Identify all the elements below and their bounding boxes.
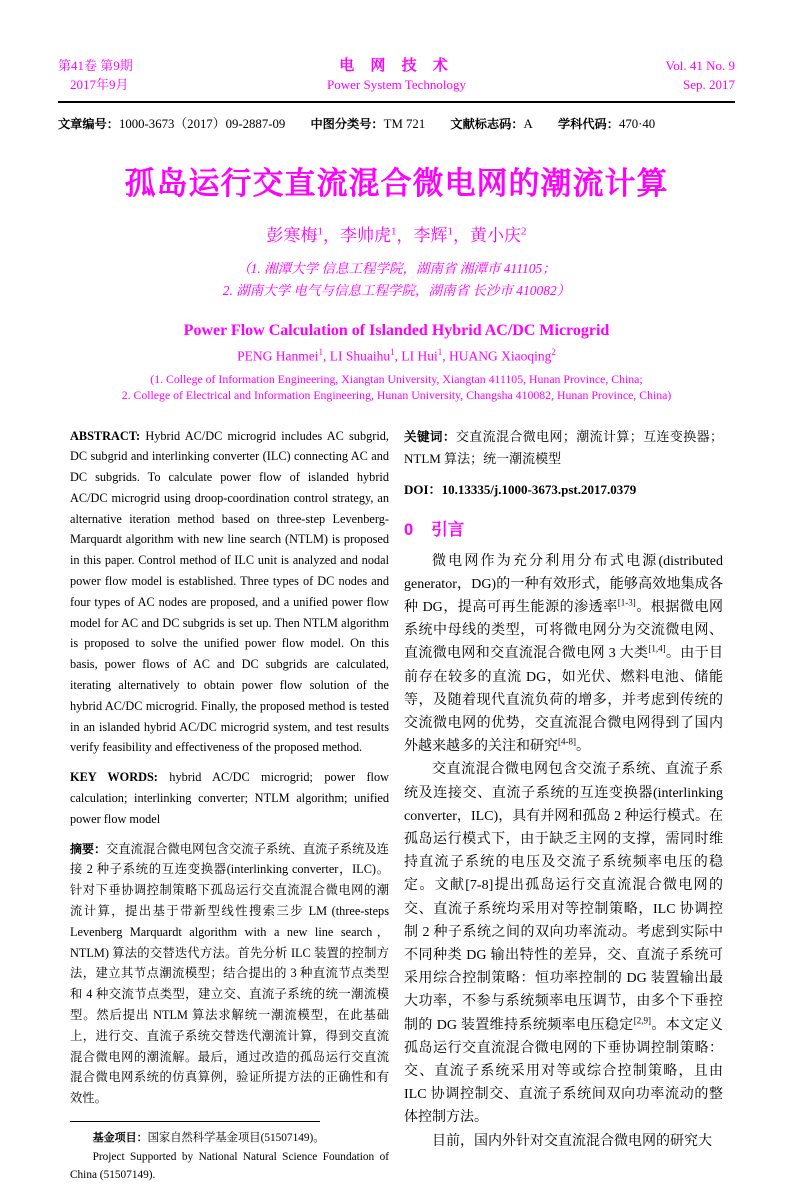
funding-cn-label: 基金项目： — [92, 1132, 148, 1144]
article-number: 文章编号：1000-3673（2017）09-2887-09 — [58, 117, 286, 131]
section-heading-0 — [404, 516, 723, 540]
affiliations-en — [58, 371, 735, 404]
header-rule — [58, 101, 735, 103]
document-code: 文献标志码：A — [450, 117, 533, 131]
paper-title-cn: 孤岛运行交直流混合微电网的潮流计算 — [124, 166, 669, 201]
clc-number: 中图分类号：TM 721 — [310, 117, 426, 131]
intro-paragraph-3: 目前，国内外针对交直流混合微电网的研究大 — [432, 1133, 712, 1149]
body-columns — [70, 426, 723, 1185]
journal-issue-cn: 第41卷 第9期 — [58, 58, 133, 73]
left-column — [70, 426, 389, 1185]
keywords-cn-text: 交直流混合微电网；潮流计算；互连变换器；NTLM 算法；统一潮流模型 — [404, 428, 723, 466]
journal-name-en: Power System Technology — [327, 77, 466, 92]
keywords-en-text: hybrid AC/DC microgrid; power flow calculation; interlinking converter; NTLM algorithm; unified power flow model — [70, 770, 389, 826]
authors-cn: 彭寒梅$^1$，李帅虎$^1$，李辉$^1$，黄小庆$^2$ — [266, 225, 527, 245]
abstract-en-label: ABSTRACT: — [70, 428, 146, 443]
doi-label: DOI： — [404, 481, 442, 497]
affiliations-cn — [58, 258, 735, 302]
keywords-en — [70, 767, 389, 829]
intro-paragraph-1: 微电网作为充分利用分布式电源(distributed generator，DG)的一种有效形式，能够高效地集成各种 DG，提高可再生能源的渗透率[1-3]。根据微电网系统中母线的类型，可将微电网分为交流微电网、直流微电网和交直流混合微电网 3 大类[1,4]。由于目前存在较多的直流 DG，如光伏、燃料电池、储能等，及随着现代直流负荷的增多，并考虑到传统的交流微电网的优势，交直流混合微电网得到了国内外越来越多的关注和研究[4-8]。 — [404, 553, 724, 755]
intro-paragraph-2: 交直流混合微电网包含交流子系统、直流子系统及连接交、直流子系统的互连变换器(interlinking converter，ILC)，具有并网和孤岛 2 种运行模式。在孤岛运行模式下，由于缺乏主网的支撑，需同时维持直流子系统的电压及交流子系统频率电压的稳定。文献[7-8]提出孤岛运行交直流混合微电网的交、直流子系统均采用对等控制策略，ILC 协调控制 2 种子系统之间的双向功率流动。考虑到实际中不同种类 DG 输出特性的差异，交、直流子系统可采用综合控制策略：恒功率控制的 DG 装置输出最大功率，不参与系统频率电压调节，由多个下垂控制的 DG 装置维持系统频率电压稳定[2,9]。本文定义孤岛运行交直流混合微电网的下垂协调控制策略：交、直流子系统采用对等或综合控制策略，且由 ILC 协调控制交、直流子系统间双向功率流动的整体控制方法。 — [404, 762, 723, 1126]
doi-value: 10.13335/j.1000-3673.pst.2017.0379 — [441, 481, 637, 497]
abstract-cn-label: 摘要： — [70, 841, 107, 856]
keywords-cn-label: 关键词： — [404, 429, 456, 444]
journal-issue-block — [58, 56, 218, 94]
funding-en: Project Supported by National Natural Science Foundation of China (51507149). — [70, 1150, 389, 1181]
authors-en: PENG Hanmei$^1$, LI Shuaihu$^1$, LI Hui$^1$, HUANG Xiaoqing$^2$ — [237, 347, 556, 364]
affiliation-cn-1: （1. 湘潭大学 信息工程学院，湖南省 湘潭市 411105； — [237, 261, 556, 276]
journal-date-cn: 2017年9月 — [70, 77, 129, 92]
funding-cn-text: 国家自然科学基金项目(51507149)。 — [147, 1132, 325, 1144]
journal-name-block — [218, 56, 575, 94]
journal-name-cn: 电 网 技 术 — [339, 57, 454, 74]
subject-code: 学科代码：470·40 — [558, 117, 656, 131]
keywords-en-label: KEY WORDS: — [70, 770, 170, 785]
funding-footnote — [70, 1121, 389, 1185]
journal-vol-en: Vol. 41 No. 9 — [665, 58, 735, 73]
footnote-rule — [70, 1121, 320, 1122]
journal-date-en: Sep. 2017 — [683, 77, 735, 92]
abstract-en-text: Hybrid AC/DC microgrid includes AC subgrid, DC subgrid and interlinking converter (ILC) connecting AC and DC subgrids. To calculate power flow of islanded hybrid AC/DC microgrid using droop-coordination control strategy, an alternative iteration method based on three-step Levenberg-Marquardt algorithm with new line search (NTLM) is proposed in this paper. Control method of ILC unit is analyzed and nodal power flow model is established. Three types of DC nodes and four types of AC nodes are proposed, and a unified power flow model for AC and DC subgrids is set up. Then NTLM algorithm is proposed to solve the unified power flow model. On this basis, power flows of AC and DC subgrids are calculated, iterating alternatively to obtain power flow solution of the hybrid AC/DC microgrid. Finally, the proposed method is tested in an islanded hybrid AC/DC microgrid system, and test results verify feasibility and effectiveness of the proposed method. — [70, 428, 389, 755]
right-column — [404, 426, 723, 1185]
affiliation-en-2: 2. College of Electrical and Information Engineering, Hunan University, Changsha 410082, Hunan Province, China) — [121, 388, 672, 402]
section-title: 引言 — [431, 520, 465, 539]
abstract-cn — [70, 839, 389, 1109]
keywords-cn — [404, 426, 723, 470]
abstract-cn-text: 交直流混合微电网包含交流子系统、直流子系统及连接 2 种子系统的互连变换器(interlinking converter，ILC)。针对下垂协调控制策略下孤岛运行交直流混合微电网的潮流计算，提出基于带新型线性搜索三步 LM (three-steps Levenberg Marquardt algorithm with a new line search，NTLM) 算法的交替迭代方法。首先分析 ILC 装置的控制方法，建立其节点潮流模型；结合提出的 3 种直流节点类型和 4 种交流节点类型，建立交、直流子系统的统一潮流模型。然后提出 NTLM 算法求解统一潮流模型，在此基础上，进行交、直流子系统交替迭代潮流计算，得到交直流混合微电网的潮流解。最后，通过改造的孤岛运行交直流混合微电网系统的仿真算例，验证所提方法的正确性和有效性。 — [70, 841, 389, 1106]
journal-vol-block — [575, 56, 735, 94]
affiliation-en-1: (1. College of Information Engineering, Xiangtan University, Xiangtan 411105, Hunan Province, China; — [150, 371, 643, 386]
section-number: 0 — [404, 520, 414, 539]
doi-line — [404, 479, 723, 498]
paper-title-en: Power Flow Calculation of Islanded Hybrid AC/DC Microgrid — [183, 322, 610, 339]
affiliation-cn-2: 2. 湖南大学 电气与信息工程学院，湖南省 长沙市 410082） — [222, 283, 571, 298]
funding-cn — [70, 1129, 389, 1148]
journal-header — [58, 56, 735, 94]
article-meta-line — [58, 113, 735, 132]
abstract-en — [70, 426, 389, 759]
